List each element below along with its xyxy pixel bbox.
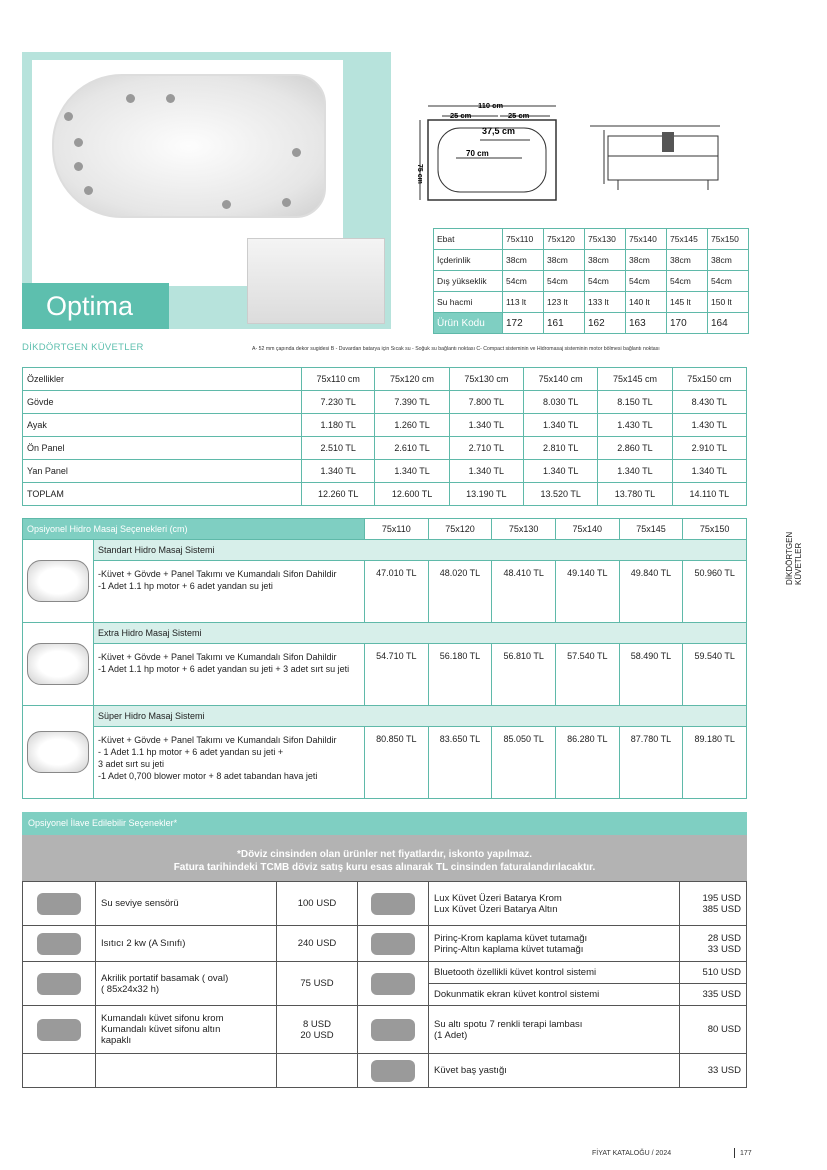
table-cell: 162 <box>585 313 626 334</box>
extra-price: 33 USD <box>707 943 741 955</box>
desc-line: -1 Adet 1.1 hp motor + 6 adet yandan su jeti + 3 adet sırt su jeti <box>98 664 350 674</box>
table-cell: İçderinlik <box>434 250 503 271</box>
table-cell: 54cm <box>503 271 544 292</box>
table-cell: 8.030 TL <box>524 391 598 414</box>
extra-hydro-icon <box>27 643 89 685</box>
table-cell: 1.340 TL <box>524 460 598 483</box>
table-cell: Yan Panel <box>23 460 302 483</box>
desc-line: -Küvet + Gövde + Panel Takımı ve Kumandalı Sifon Dahildir <box>98 569 337 579</box>
table-cell: 7.230 TL <box>302 391 375 414</box>
notice-line: *Döviz cinsinden olan ürünler net fiyatlardır, iskonto yapılmaz. <box>236 849 533 860</box>
faucet-icon <box>371 893 415 915</box>
table-cell: 75x150 <box>708 229 749 250</box>
table-cell: Ön Panel <box>23 437 302 460</box>
table-cell: 164 <box>708 313 749 334</box>
table-cell: 161 <box>544 313 585 334</box>
currency-notice <box>22 835 747 881</box>
table-row <box>434 250 749 271</box>
bathtub-top-view-icon <box>52 74 326 218</box>
table-cell: 75x120 <box>428 519 492 540</box>
table-cell: 13.190 TL <box>449 483 523 506</box>
table-cell: 2.860 TL <box>598 437 672 460</box>
table-cell: 59.540 TL <box>683 644 747 706</box>
table-cell: 54.710 TL <box>365 644 429 706</box>
system-name: Extra Hidro Masaj Sistemi <box>94 623 747 644</box>
page-number: 177 <box>740 1150 752 1157</box>
table-row <box>23 561 747 623</box>
table-cell: 75x140 cm <box>524 368 598 391</box>
table-cell: Ayak <box>23 414 302 437</box>
dim-width: 110 cm <box>478 101 504 110</box>
table-row <box>434 271 749 292</box>
table-row <box>434 313 749 334</box>
extra-name: Su seviye sensörü <box>96 882 277 926</box>
table-cell: 38cm <box>667 250 708 271</box>
table-row <box>23 483 747 506</box>
side-tab <box>785 532 803 585</box>
extra-price: 240 USD <box>277 926 358 962</box>
table-cell: 1.340 TL <box>598 460 672 483</box>
bathtub-side-view-icon <box>247 238 385 324</box>
price-table <box>22 367 747 506</box>
extra-name: Kumandalı küvet sifonu altın <box>101 1024 221 1035</box>
extra-name: Bluetooth özellikli küvet kontrol sistemi <box>429 962 680 984</box>
system-name: Standart Hidro Masaj Sistemi <box>94 540 747 561</box>
extra-price: 8 USD <box>303 1018 331 1030</box>
table-cell: 54cm <box>544 271 585 292</box>
dim-d: 70 cm <box>466 149 489 158</box>
table-cell: Su hacmi <box>434 292 503 313</box>
table-cell: 38cm <box>503 250 544 271</box>
desc-line: -Küvet + Gövde + Panel Takımı ve Kumandalı Sifon Dahildir <box>98 652 337 662</box>
table-cell: 58.490 TL <box>619 644 683 706</box>
pillow-icon <box>371 1060 415 1082</box>
table-cell: 48.410 TL <box>492 561 556 623</box>
dim-h: 75 cm <box>416 164 423 184</box>
table-row <box>23 644 747 706</box>
extra-price: 335 USD <box>680 984 747 1006</box>
table-cell: 163 <box>626 313 667 334</box>
extra-price: 80 USD <box>680 1006 747 1054</box>
table-cell: 56.810 TL <box>492 644 556 706</box>
spot-lamp-icon <box>371 1019 415 1041</box>
extra-price: 385 USD <box>702 903 741 915</box>
table-cell: Gövde <box>23 391 302 414</box>
table-row <box>23 437 747 460</box>
technical-drawing <box>416 98 740 210</box>
table-cell: 89.180 TL <box>683 727 747 799</box>
extra-name: Pirinç-Altın kaplama küvet tutamağı <box>434 943 584 955</box>
table-cell: 83.650 TL <box>428 727 492 799</box>
table-cell: 54cm <box>708 271 749 292</box>
table-cell: 75x120 cm <box>375 368 449 391</box>
table-cell: 47.010 TL <box>365 561 429 623</box>
table-row <box>434 292 749 313</box>
table-cell: 75x130 cm <box>449 368 523 391</box>
table-cell: 56.180 TL <box>428 644 492 706</box>
extra-price: 100 USD <box>277 882 358 926</box>
table-cell: 1.430 TL <box>672 414 746 437</box>
table-cell: 75x145 <box>667 229 708 250</box>
side-drawing <box>590 126 720 190</box>
extras-table <box>22 881 747 1088</box>
table-cell: Özellikler <box>23 368 302 391</box>
dim-b: 25 cm <box>508 111 530 120</box>
desc-line: - 1 Adet 1.1 hp motor + 6 adet yandan su jeti + <box>98 747 284 757</box>
dim-a: 25 cm <box>450 111 472 120</box>
table-row <box>23 882 747 926</box>
extra-price: 75 USD <box>277 962 358 1006</box>
table-cell: 57.540 TL <box>555 644 619 706</box>
table-cell: 38cm <box>544 250 585 271</box>
table-cell: 87.780 TL <box>619 727 683 799</box>
table-cell: 54cm <box>626 271 667 292</box>
extra-name: ( 85x24x32 h) <box>101 983 160 995</box>
table-cell: 2.710 TL <box>449 437 523 460</box>
table-cell: 50.960 TL <box>683 561 747 623</box>
table-cell: 75x150 <box>683 519 747 540</box>
extra-name: Dokunmatik ekran küvet kontrol sistemi <box>429 984 680 1006</box>
table-row <box>23 414 747 437</box>
table-cell: 2.510 TL <box>302 437 375 460</box>
table-cell: 170 <box>667 313 708 334</box>
table-cell: 1.340 TL <box>375 460 449 483</box>
table-header-row <box>23 519 747 540</box>
table-cell: 12.260 TL <box>302 483 375 506</box>
table-row <box>23 1006 747 1054</box>
notice-line: Fatura tarihindeki TCMB döviz satış kuru esas alınarak TL cinsinden faturalandırılacaktır. <box>173 862 596 873</box>
table-cell: 80.850 TL <box>365 727 429 799</box>
table-cell: 140 lt <box>626 292 667 313</box>
extras-title: Opsiyonel İlave Edilebilir Seçenekler* <box>22 812 747 835</box>
extra-name: Isıtıcı 2 kw (A Sınıfı) <box>96 926 277 962</box>
table-row <box>23 460 747 483</box>
hydro-massage-table <box>22 518 747 799</box>
table-cell: 1.260 TL <box>375 414 449 437</box>
table-cell: 38cm <box>626 250 667 271</box>
table-cell: 75x110 <box>365 519 429 540</box>
table-row <box>23 1054 747 1088</box>
table-cell: 38cm <box>585 250 626 271</box>
extra-name: kapaklı <box>101 1035 132 1046</box>
dimensions-table <box>433 228 749 334</box>
table-cell: 1.180 TL <box>302 414 375 437</box>
table-cell: 12.600 TL <box>375 483 449 506</box>
table-cell: 133 lt <box>585 292 626 313</box>
system-name: Süper Hidro Masaj Sistemi <box>94 706 747 727</box>
table-cell: 75x130 <box>585 229 626 250</box>
table-cell: 38cm <box>708 250 749 271</box>
table-cell: 75x140 <box>626 229 667 250</box>
handle-icon <box>371 933 415 955</box>
side-tab-line: KÜVETLER <box>794 542 803 585</box>
step-icon <box>37 973 81 995</box>
table-cell: 7.390 TL <box>375 391 449 414</box>
table-cell: 75x110 cm <box>302 368 375 391</box>
control-system-icon <box>371 973 415 995</box>
side-tab-line: DİKDÖRTGEN <box>785 531 794 585</box>
table-cell: 85.050 TL <box>492 727 556 799</box>
table-cell: 113 lt <box>503 292 544 313</box>
super-hydro-icon <box>27 731 89 773</box>
table-cell: 1.340 TL <box>449 460 523 483</box>
table-cell: Ebat <box>434 229 503 250</box>
extra-price: 510 USD <box>680 962 747 984</box>
desc-line: -1 Adet 0,700 blower motor + 8 adet tabandan hava jeti <box>98 771 318 781</box>
extra-name: Lux Küvet Üzeri Batarya Krom <box>434 892 562 904</box>
desc-line: 3 adet sırt su jeti <box>98 759 165 769</box>
dim-c: 37,5 cm <box>482 126 516 136</box>
table-cell: 75x110 <box>503 229 544 250</box>
table-row <box>23 727 747 799</box>
extra-name: Kumandalı küvet sifonu krom <box>101 1013 224 1024</box>
table-cell: 75x145 cm <box>598 368 672 391</box>
extra-name: Pirinç-Krom kaplama küvet tutamağı <box>434 932 588 944</box>
table-cell: 75x145 <box>619 519 683 540</box>
extra-price: 195 USD <box>702 892 741 904</box>
table-cell: 49.840 TL <box>619 561 683 623</box>
hydro-title: Opsiyonel Hidro Masaj Seçenekleri (cm) <box>23 519 365 540</box>
legend-note: A- 52 mm çapında dekor sugidesi B - Duvardan batarya için Sıcak su - Soğuk su bağlantı noktası C- Compact sisteminin ve Hidromasaj sisteminin motor bölmesi bağlantı noktası <box>252 346 660 352</box>
table-cell: 2.910 TL <box>672 437 746 460</box>
table-cell: 14.110 TL <box>672 483 746 506</box>
table-cell: 75x140 <box>555 519 619 540</box>
extra-name: Küvet baş yastığı <box>429 1054 680 1088</box>
extra-price: 28 USD <box>707 932 741 944</box>
heater-icon <box>37 933 81 955</box>
table-cell: 75x150 cm <box>672 368 746 391</box>
footer-text: FİYAT KATALOĞU / 2024 <box>592 1150 672 1157</box>
desc-line: -1 Adet 1.1 hp motor + 6 adet yandan su jeti <box>98 581 273 591</box>
desc-line: -Küvet + Gövde + Panel Takımı ve Kumandalı Sifon Dahildir <box>98 735 337 745</box>
table-cell: 150 lt <box>708 292 749 313</box>
table-cell: 13.780 TL <box>598 483 672 506</box>
footer-divider <box>734 1148 735 1158</box>
table-cell: 54cm <box>667 271 708 292</box>
table-cell: 1.340 TL <box>449 414 523 437</box>
table-cell: 54cm <box>585 271 626 292</box>
extra-name: Akrilik portatif basamak ( oval) <box>101 972 229 984</box>
extra-name: Su altı spotu 7 renkli terapi lambası <box>434 1018 583 1030</box>
table-cell: 13.520 TL <box>524 483 598 506</box>
table-cell: 123 lt <box>544 292 585 313</box>
standard-hydro-icon <box>27 560 89 602</box>
table-cell: 1.340 TL <box>524 414 598 437</box>
table-cell: 75x120 <box>544 229 585 250</box>
table-cell: 48.020 TL <box>428 561 492 623</box>
siphon-icon <box>37 1019 81 1041</box>
table-cell: 1.430 TL <box>598 414 672 437</box>
water-level-sensor-icon <box>37 893 81 915</box>
extra-name: (1 Adet) <box>434 1029 468 1041</box>
category-subtitle: DİKDÖRTGEN KÜVETLER <box>22 342 144 353</box>
table-cell: 7.800 TL <box>449 391 523 414</box>
product-title: Optima <box>22 283 169 329</box>
table-row <box>23 391 747 414</box>
extra-price: 33 USD <box>680 1054 747 1088</box>
table-cell: 86.280 TL <box>555 727 619 799</box>
table-cell: 8.150 TL <box>598 391 672 414</box>
extra-price: 20 USD <box>300 1029 334 1041</box>
table-cell: 75x130 <box>492 519 556 540</box>
table-row <box>23 962 747 984</box>
table-cell: 8.430 TL <box>672 391 746 414</box>
table-cell: Dış yükseklik <box>434 271 503 292</box>
table-cell: TOPLAM <box>23 483 302 506</box>
table-cell: Ürün Kodu <box>434 313 503 334</box>
table-cell: 2.810 TL <box>524 437 598 460</box>
table-cell: 145 lt <box>667 292 708 313</box>
table-cell: 2.610 TL <box>375 437 449 460</box>
table-cell: 49.140 TL <box>555 561 619 623</box>
table-row <box>23 926 747 962</box>
table-cell: 1.340 TL <box>672 460 746 483</box>
extra-name: Lux Küvet Üzeri Batarya Altın <box>434 903 558 915</box>
table-header-row <box>23 368 747 391</box>
table-cell: 1.340 TL <box>302 460 375 483</box>
table-cell: 172 <box>503 313 544 334</box>
